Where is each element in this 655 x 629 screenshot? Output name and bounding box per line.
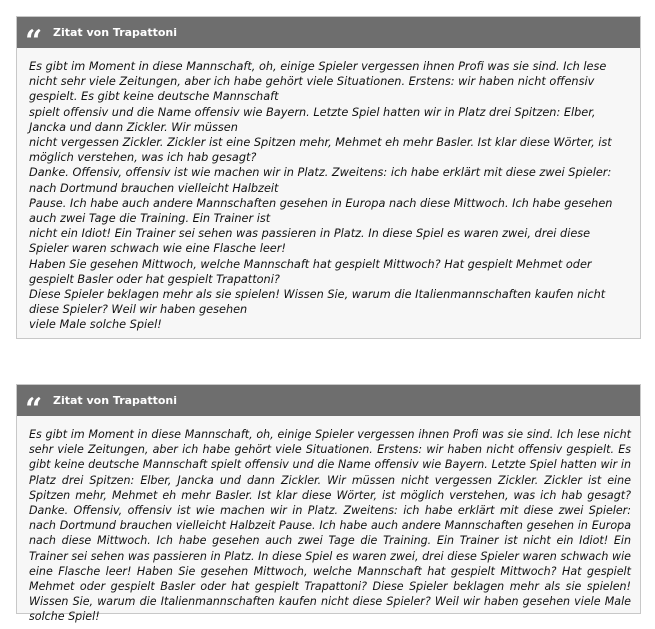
- quote-line: spielt offensiv und die Name offensiv wie Bayern. Letzte Spiel hatten wir in Platz drei Spitzen: Elber, Jancka und dann Zickler. Wir müssen: [29, 105, 596, 134]
- quote-line: viele Male solche Spiel!: [29, 318, 162, 332]
- quote-title: Zitat von Trapattoni: [53, 394, 178, 407]
- quote-line: Danke. Offensiv, offensiv ist wie machen wir in Platz. Zweitens: ich habe erklärt mit diese zwei Spieler: nach Dortmund brauchen vielleicht Halbzeit: [29, 166, 612, 195]
- quote-line: Pause. Ich habe auch andere Mannschaften gesehen in Europa nach diese Mittwoch. Ich habe gesehen auch zwei Tage die Training. Ein Trainer ist: [29, 196, 613, 226]
- quote-header: [17, 385, 640, 416]
- quote-icon: “: [25, 394, 41, 413]
- quote-line: Haben Sie gesehen Mittwoch, welche Mannschaft hat gespielt Mittwoch? Hat gespielt Mehmet oder gespielt Basler oder hat gespielt Trapattoni?: [29, 257, 592, 286]
- quote-icon: “: [25, 26, 41, 45]
- quote-text: Es gibt im Moment in diese Mannschaft, oh, einige Spieler vergessen ihnen Profi was sie sind. Ich lese nicht sehr viele Zeitungen, aber ich habe gehört viele Situationen. Erstens: wir haben nicht offensiv gespielt. Es gibt keine deutsche Mannschaft spielt offensiv und die Name offensiv wie Bayern. Letzte Spiel hatten wir in Platz drei Spitzen: Elber, Jancka und dann Zickler. Wir müssen nicht vergessen Zickler. Zickler ist eine Spitzen mehr, Mehmet eh mehr Basler. Ist klar diese Wörter, ist möglich verstehen, was ich hab gesagt? Danke. Offensiv, offensiv ist wie machen wir in Platz. Zweitens: ich habe erklärt mit diese zwei Spieler: nach Dortmund brauchen vielleicht Halbzeit Pause. Ich habe auch andere Mannschaften gesehen in Europa nach diese Mittwoch. Ich habe gesehen auch zwei Tage die Training. Ein Trainer ist nicht ein Idiot! Ein Trainer sei sehen was passieren in Platz. In diese Spiel es waren zwei, drei diese Spieler waren schwach wie eine Flasche leer! Haben Sie gesehen Mittwoch, welche Mannschaft hat gespielt Mittwoch? Hat gespielt Mehmet oder gespielt Basler oder hat gespielt Trapattoni? Diese Spieler beklagen mehr als sie spielen! Wissen Sie, warum die Italienmannschaften kaufen nicht diese Spieler? Weil wir haben gesehen viele Male solche Spiel!: [29, 428, 631, 624]
- quote-text: [17, 48, 640, 333]
- quote-line: nicht vergessen Zickler. Zickler ist eine Spitzen mehr, Mehmet eh mehr Basler. Ist klar diese Wörter, ist möglich verstehen, was ich hab gesagt?: [29, 136, 612, 165]
- quote-header: [17, 17, 640, 48]
- quote-box: [16, 384, 641, 624]
- quote-line: nicht ein Idiot! Ein Trainer sei sehen was passieren in Platz. In diese Spiel es waren zwei, drei diese Spieler waren schwach wie eine Flasche leer!: [29, 227, 591, 256]
- quote-line: Es gibt im Moment in diese Mannschaft, oh, einige Spieler vergessen ihnen Profi was sie sind. Ich lese nicht sehr viele Zeitungen, aber ich habe gehört viele Situationen. Erstens: wir haben nicht offensiv gespielt. Es gibt keine deutsche Mannschaft: [29, 60, 607, 104]
- quote-title: Zitat von Trapattoni: [53, 26, 178, 39]
- quote-line: Diese Spieler beklagen mehr als sie spielen! Wissen Sie, warum die Italienmannschaften kaufen nicht diese Spieler? Weil wir haben gesehen: [29, 288, 606, 317]
- quote-box: [16, 16, 641, 339]
